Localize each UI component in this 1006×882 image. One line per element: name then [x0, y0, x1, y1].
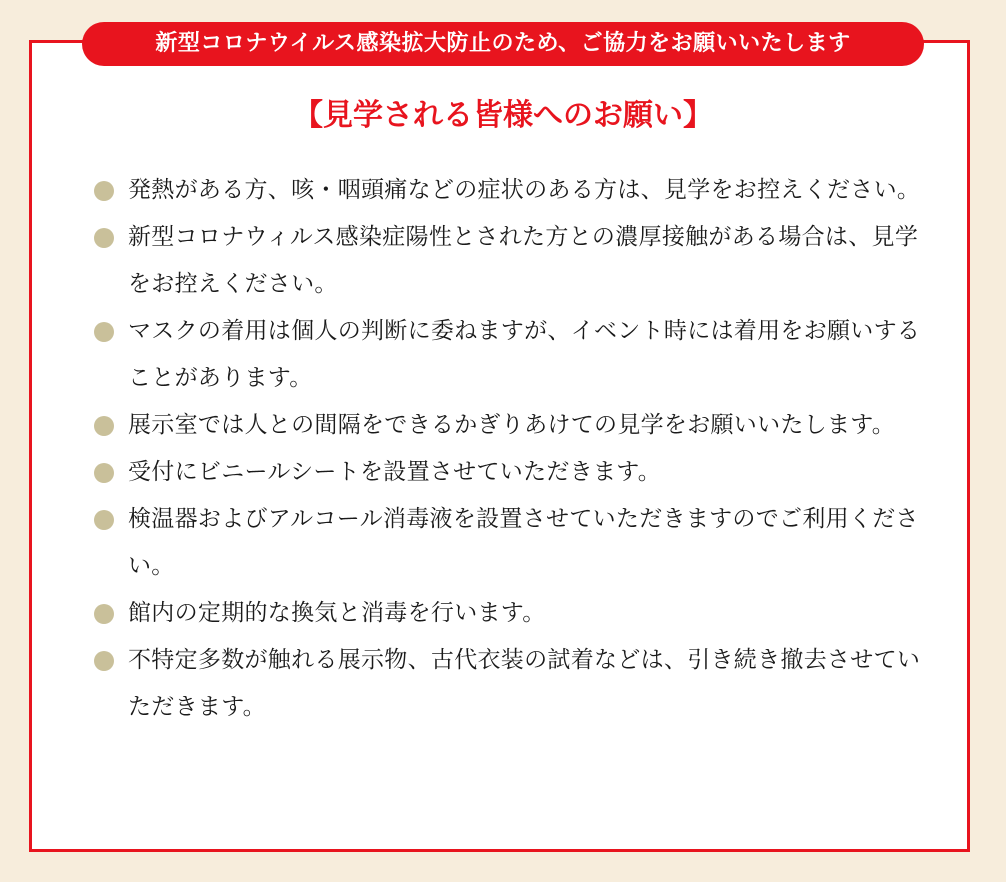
list-item — [92, 637, 922, 731]
request-list — [92, 167, 922, 731]
list-item-emphasis: マスクの着用は個人の判断に委ねますが — [128, 318, 548, 344]
list-item-text-post: は、見学をお控えください。 — [617, 177, 921, 203]
list-item-text-post: 、イベント時には着用をお願いすることがあります。 — [128, 318, 921, 391]
list-item-text-pre: 不特定多数が触れる展示物、古代衣装の試着などは、引き続き撤去させていただきます。 — [128, 647, 921, 720]
list-item-text-pre: 館内の定期的な換気と消毒を行います。 — [128, 600, 546, 626]
list-item-text-pre: 受付にビニールシートを設置させていただきます。 — [128, 459, 662, 485]
bullet-dot-icon — [94, 181, 114, 201]
bullet-dot-icon — [94, 651, 114, 671]
list-item — [92, 590, 922, 637]
page-title: 【見学される皆様へのお願い】 — [293, 98, 713, 133]
list-item — [92, 167, 922, 214]
list-item — [92, 402, 922, 449]
bullet-dot-icon — [94, 604, 114, 624]
bullet-dot-icon — [94, 463, 114, 483]
list-item — [92, 214, 922, 308]
bullet-dot-icon — [94, 322, 114, 342]
list-item-text-pre: 展示室では — [128, 412, 245, 438]
list-item-emphasis: 人との間隔をできるかぎりあけての — [244, 412, 618, 438]
list-item-text-pre: 新型コロナウィルス感染症陽性とされた方との濃厚接触がある場合は、見学をお控えください。 — [128, 224, 919, 297]
bullet-dot-icon — [94, 510, 114, 530]
list-item — [92, 308, 922, 402]
banner — [82, 22, 924, 66]
list-item — [92, 496, 922, 590]
list-item-text-pre: 検温器およびアルコール消毒液を設置させていただきますのでご利用ください。 — [128, 506, 919, 579]
bullet-dot-icon — [94, 416, 114, 436]
list-item — [92, 449, 922, 496]
list-item-emphasis: 発熱がある方、咳・咽頭痛などの症状のある方 — [128, 177, 618, 203]
list-item-text-post: 見学をお願いいたします。 — [617, 412, 896, 438]
bullet-dot-icon — [94, 228, 114, 248]
banner-text: 新型コロナウイルス感染拡大防止のため、ご協力をお願いいたします — [155, 31, 851, 56]
